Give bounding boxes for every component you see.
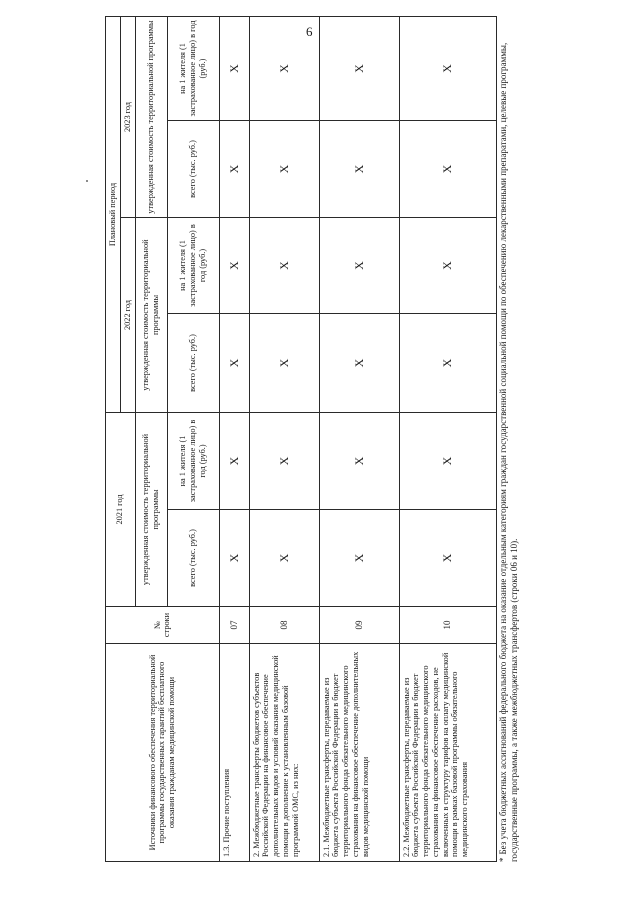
footnote-asterisk: * — [498, 857, 508, 862]
row-number: 09 — [319, 607, 399, 644]
cell-value: Х — [219, 314, 249, 413]
header-per-resident-2021: на 1 жителя (1 застрахованное лицо) в год (руб.) — [167, 413, 219, 510]
header-row-number: № строки — [106, 607, 220, 644]
cell-value: Х — [219, 510, 249, 607]
header-total-2022: всего (тыс. руб.) — [167, 314, 219, 413]
header-year-2022: 2022 год — [120, 218, 135, 413]
cell-value: Х — [399, 218, 496, 314]
row-label: 2.2. Межбюджетные трансферты, передаваемые из бюджета субъекта Российской Федерации в бюджет территориального фонда обязательного медицинского страхования на финансовое обеспечение расходов, не включенных в структуру тарифов на оплату медицинской помощи в рамках базовой программы обязательного медицинского страхования — [399, 644, 496, 862]
cell-value: Х — [319, 413, 399, 510]
footnote — [498, 17, 520, 862]
header-approved-cost-2021: утвержденная стоимость территориальной программы — [135, 413, 167, 607]
cell-value: Х — [319, 218, 399, 314]
row-number: 07 — [219, 607, 249, 644]
row-label: 1.3. Прочие поступления — [219, 644, 249, 862]
header-source: Источники финансового обеспечения территориальной программы государственных гарантий бесплатного оказания гражданам медицинской помощи — [106, 644, 220, 862]
header-planned-period: Плановый период — [106, 16, 121, 412]
header-approved-cost-2022: утвержденная стоимость территориальной программы — [135, 218, 167, 413]
cell-value: Х — [399, 314, 496, 413]
financing-table — [105, 16, 497, 862]
cell-value: Х — [249, 218, 319, 314]
table-row — [249, 16, 319, 861]
header-year-2021: 2021 год — [106, 413, 136, 607]
header-year-2023: 2023 год — [120, 16, 135, 217]
cell-value: Х — [249, 510, 319, 607]
header-approved-cost-2023: утвержденная стоимость территориальной программы — [135, 16, 167, 217]
cell-value: Х — [249, 121, 319, 218]
header-per-resident-2022: на 1 жителя (1 застрахованное лицо) в год (руб.) — [167, 218, 219, 314]
cell-value: Х — [319, 121, 399, 218]
header-per-resident-2023: на 1 жителя (1 застрахованное лицо) в год (руб.) — [167, 16, 219, 120]
table-row — [399, 16, 496, 861]
cell-value: Х — [319, 16, 399, 120]
row-label: 2.1. Межбюджетные трансферты, передаваемые из бюджета субъекта Российской Федерации в бюджет территориального фонда обязательного медицинского страхования на финансовое обеспечение дополнительных видов медицинской помощи — [319, 644, 399, 862]
cell-value: Х — [399, 510, 496, 607]
cell-value: Х — [399, 121, 496, 218]
footnote-text: Без учета бюджетных ассигнований федерального бюджета на оказание отдельным категориям граждан государственной социальной помощи по обеспечению лекарственными препаратами, целевые программы, государственные программы, а также межбюджетных трансфертов (строки 06 и 10). — [498, 42, 519, 862]
header-total-2023: всего (тыс. руб.) — [167, 121, 219, 218]
cell-value: Х — [319, 510, 399, 607]
row-number: 08 — [249, 607, 319, 644]
page-number: 6 — [306, 24, 313, 39]
header-total-2021: всего (тыс. руб.) — [167, 510, 219, 607]
table-row — [219, 16, 249, 861]
cell-value: Х — [219, 218, 249, 314]
cell-value: Х — [249, 314, 319, 413]
cell-value: Х — [399, 16, 496, 120]
rotated-page-content — [105, 17, 520, 862]
scan-speck — [86, 180, 88, 182]
row-number: 10 — [399, 607, 496, 644]
cell-value: Х — [219, 121, 249, 218]
cell-value: Х — [219, 16, 249, 120]
cell-value: Х — [219, 413, 249, 510]
row-label: 2. Межбюджетные трансферты бюджетов субъектов Российской Федерации на финансовое обеспечение дополнительных видов и условий оказания медицинской помощи в дополнение к установленным базовой программой ОМС, из них: — [249, 644, 319, 862]
cell-value: Х — [249, 16, 319, 120]
table-row — [319, 16, 399, 861]
cell-value: Х — [319, 314, 399, 413]
cell-value: Х — [399, 413, 496, 510]
cell-value: Х — [249, 413, 319, 510]
